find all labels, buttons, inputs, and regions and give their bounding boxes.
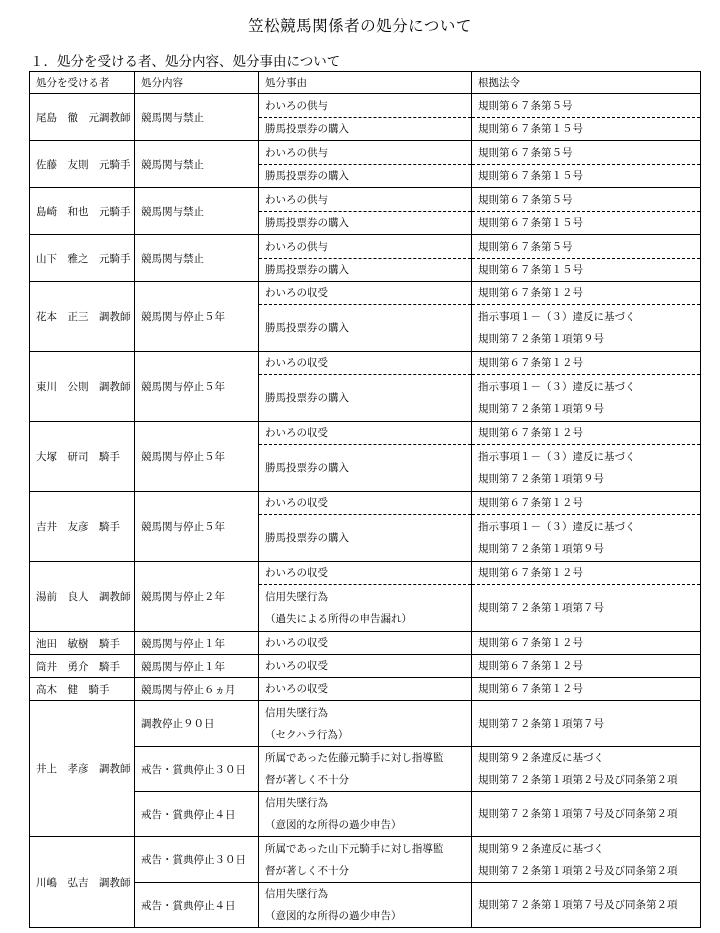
law-cell xyxy=(472,655,701,678)
reason-line: わいろの供与 xyxy=(265,193,328,206)
law-cell xyxy=(472,701,701,747)
reason-cell xyxy=(259,188,472,212)
reason-line: 所属であった佐藤元騎手に対し指導監 xyxy=(265,752,444,764)
person-cell: 大塚 研司 騎手 xyxy=(30,422,135,492)
reason-cell xyxy=(259,792,472,837)
law-cell xyxy=(472,259,701,282)
reason-line: 勝馬投票券の購入 xyxy=(265,532,349,544)
table-row xyxy=(30,141,701,165)
law-line: 規則第７２条第１項第７号及び同条第２項 xyxy=(478,808,678,820)
law-cell xyxy=(472,352,701,375)
law-line: 指示事項１－（３）違反に基づく xyxy=(478,381,636,393)
law-line: 規則第７２条第１項第７号及び同条第２項 xyxy=(478,899,678,911)
table-row xyxy=(30,422,701,445)
reason-cell xyxy=(259,282,472,305)
law-cell xyxy=(472,562,701,585)
law-line: 規則第６７条第１２号 xyxy=(478,427,583,439)
reason-line: 信用失墜行為 xyxy=(265,797,328,809)
reason-cell xyxy=(259,212,472,235)
penalty-cell: 競馬関与停止５年 xyxy=(135,422,259,492)
person-cell: 吉井 友彦 騎手 xyxy=(30,492,135,562)
reason-line: 勝馬投票券の購入 xyxy=(265,462,349,474)
penalty-cell: 競馬関与停止５年 xyxy=(135,282,259,352)
reason-cell xyxy=(259,701,472,747)
law-cell xyxy=(472,375,701,422)
reason-line: わいろの収受 xyxy=(265,497,328,509)
law-line: 規則第９２条違反に基づく xyxy=(478,842,604,855)
penalty-cell: 戒告・賞典停止３０日 xyxy=(135,747,259,792)
penalty-cell: 競馬関与禁止 xyxy=(135,94,259,141)
person-cell: 筒井 勇介 騎手 xyxy=(30,655,135,678)
reason-cell xyxy=(259,375,472,422)
reason-line: （過失による所得の申告漏れ） xyxy=(265,613,412,625)
reason-cell xyxy=(259,632,472,655)
reason-line: 勝馬投票券の購入 xyxy=(265,392,349,404)
law-cell xyxy=(472,305,701,352)
person-cell: 高木 健 騎手 xyxy=(30,678,135,701)
reason-cell xyxy=(259,515,472,562)
reason-line: （意図的な所得の過少申告） xyxy=(265,819,402,831)
law-line: 規則第６７条第１２号 xyxy=(478,637,583,649)
reason-cell xyxy=(259,655,472,678)
reason-line: わいろの収受 xyxy=(265,660,328,672)
table-row xyxy=(30,678,701,701)
reason-line: 信用失墜行為 xyxy=(265,706,328,719)
law-line: 規則第７２条第１項第９号 xyxy=(478,403,604,415)
law-cell xyxy=(472,422,701,445)
table-row xyxy=(30,188,701,212)
law-line: 規則第６７条第１５号 xyxy=(478,217,583,229)
law-cell xyxy=(472,282,701,305)
law-cell xyxy=(472,235,701,259)
reason-cell xyxy=(259,678,472,701)
law-cell xyxy=(472,188,701,212)
page-title: 笠松競馬関係者の処分について xyxy=(248,17,472,35)
penalty-cell: 戒告・賞典停止４日 xyxy=(135,883,259,928)
person-cell: 井上 孝彦 調教師 xyxy=(30,701,135,837)
table-header-row xyxy=(30,72,701,94)
law-line: 規則第６７条第１２号 xyxy=(478,567,583,579)
reason-line: わいろの収受 xyxy=(265,287,328,299)
column-header-penalty: 処分内容 xyxy=(135,72,259,94)
reason-line: （意図的な所得の過少申告） xyxy=(265,910,402,922)
penalty-cell: 戒告・賞典停止３０日 xyxy=(135,837,259,883)
reason-cell xyxy=(259,165,472,188)
law-line: 規則第６７条第１２号 xyxy=(478,497,583,509)
reason-line: わいろの収受 xyxy=(265,637,328,649)
law-line: 規則第７２条第１項第９号 xyxy=(478,333,604,345)
reason-line: 督が著しく不十分 xyxy=(265,864,349,877)
table-row xyxy=(30,837,701,883)
reason-line: 督が著しく不十分 xyxy=(265,774,349,786)
penalty-cell: 戒告・賞典停止４日 xyxy=(135,792,259,837)
penalty-cell: 競馬関与停止２年 xyxy=(135,562,259,632)
column-header-law: 根拠法令 xyxy=(472,72,701,94)
person-cell: 川嶋 弘吉 調教師 xyxy=(30,837,135,928)
law-line: 規則第６７条第１５号 xyxy=(478,123,583,135)
reason-cell xyxy=(259,445,472,492)
penalty-cell: 競馬関与禁止 xyxy=(135,188,259,235)
law-line: 規則第７２条第１項第７号 xyxy=(478,717,604,730)
reason-line: わいろの収受 xyxy=(265,427,328,439)
person-cell: 東川 公則 調教師 xyxy=(30,352,135,422)
law-line: 規則第６７条第１５号 xyxy=(478,170,583,182)
law-line: 規則第９２条違反に基づく xyxy=(478,752,604,764)
law-cell xyxy=(472,585,701,632)
penalty-cell: 競馬関与禁止 xyxy=(135,235,259,282)
law-line: 規則第６７条第１５号 xyxy=(478,264,583,276)
person-cell: 山下 雅之 元騎手 xyxy=(30,235,135,282)
person-cell: 尾島 徹 元調教師 xyxy=(30,94,135,141)
penalty-cell: 競馬関与禁止 xyxy=(135,141,259,188)
law-line: 規則第６７条第１２号 xyxy=(478,287,583,299)
law-line: 規則第６７条第５号 xyxy=(478,99,573,112)
law-line: 規則第６７条第１２号 xyxy=(478,683,583,695)
law-line: 規則第６７条第１２号 xyxy=(478,660,583,672)
penalty-cell: 調教停止９０日 xyxy=(135,701,259,747)
reason-line: 信用失墜行為 xyxy=(265,888,328,900)
reason-cell xyxy=(259,837,472,883)
law-line: 規則第７２条第１項第９号 xyxy=(478,473,604,485)
reason-cell xyxy=(259,883,472,928)
law-cell xyxy=(472,94,701,118)
table-row xyxy=(30,655,701,678)
column-header-reason: 処分事由 xyxy=(259,72,472,94)
law-line: 指示事項１－（３）違反に基づく xyxy=(478,311,636,323)
law-cell xyxy=(472,747,701,792)
law-cell xyxy=(472,212,701,235)
person-cell: 池田 敏樹 騎手 xyxy=(30,632,135,655)
reason-line: 勝馬投票券の購入 xyxy=(265,217,349,229)
person-cell: 島崎 和也 元騎手 xyxy=(30,188,135,235)
table-row xyxy=(30,562,701,585)
table-row xyxy=(30,632,701,655)
law-line: 指示事項１－（３）違反に基づく xyxy=(478,451,636,463)
reason-cell xyxy=(259,585,472,632)
penalty-cell: 競馬関与停止６ヵ月 xyxy=(135,678,259,701)
reason-cell xyxy=(259,747,472,792)
reason-line: 所属であった山下元騎手に対し指導監 xyxy=(265,842,444,855)
reason-line: わいろの収受 xyxy=(265,567,328,579)
reason-line: 信用失墜行為 xyxy=(265,591,328,603)
reason-line: 勝馬投票券の購入 xyxy=(265,123,349,135)
reason-cell xyxy=(259,305,472,352)
table-row xyxy=(30,701,701,747)
reason-line: 勝馬投票券の購入 xyxy=(265,170,349,182)
law-cell xyxy=(472,445,701,492)
law-line: 規則第６７条第５号 xyxy=(478,240,573,253)
law-line: 規則第７２条第１項第９号 xyxy=(478,543,604,555)
penalty-cell: 競馬関与停止１年 xyxy=(135,632,259,655)
law-cell xyxy=(472,141,701,165)
reason-cell xyxy=(259,259,472,282)
reason-line: （セクハラ行為） xyxy=(265,728,349,741)
law-cell xyxy=(472,492,701,515)
penalty-cell: 競馬関与停止５年 xyxy=(135,492,259,562)
law-line: 規則第６７条第５号 xyxy=(478,146,573,159)
law-line: 規則第６７条第５号 xyxy=(478,193,573,206)
penalty-cell: 競馬関与停止５年 xyxy=(135,352,259,422)
penalty-cell: 競馬関与停止１年 xyxy=(135,655,259,678)
law-line: 規則第７２条第１項第２号及び同条第２項 xyxy=(478,774,678,786)
reason-line: 勝馬投票券の購入 xyxy=(265,264,349,276)
reason-cell xyxy=(259,235,472,259)
section-heading: １．処分を受ける者、処分内容、処分事由について xyxy=(30,54,341,70)
reason-line: わいろの供与 xyxy=(265,146,328,159)
column-header-person: 処分を受ける者 xyxy=(30,72,135,94)
law-cell xyxy=(472,792,701,837)
reason-cell xyxy=(259,141,472,165)
law-cell xyxy=(472,883,701,928)
reason-line: わいろの収受 xyxy=(265,683,328,695)
table-row xyxy=(30,352,701,375)
law-line: 規則第６７条第１２号 xyxy=(478,357,583,369)
law-cell xyxy=(472,632,701,655)
person-cell: 花本 正三 調教師 xyxy=(30,282,135,352)
reason-cell xyxy=(259,562,472,585)
discipline-table xyxy=(29,71,701,928)
reason-cell xyxy=(259,94,472,118)
reason-cell xyxy=(259,422,472,445)
law-cell xyxy=(472,678,701,701)
law-cell xyxy=(472,118,701,141)
law-line: 規則第７２条第１項第２号及び同条第２項 xyxy=(478,864,678,877)
reason-line: 勝馬投票券の購入 xyxy=(265,322,349,334)
reason-cell xyxy=(259,118,472,141)
law-line: 指示事項１－（３）違反に基づく xyxy=(478,521,636,533)
person-cell: 佐藤 友則 元騎手 xyxy=(30,141,135,188)
law-line: 規則第７２条第１項第７号 xyxy=(478,602,604,614)
law-cell xyxy=(472,165,701,188)
reason-line: わいろの供与 xyxy=(265,240,328,253)
table-row xyxy=(30,94,701,118)
reason-cell xyxy=(259,352,472,375)
reason-line: わいろの収受 xyxy=(265,357,328,369)
reason-cell xyxy=(259,492,472,515)
table-row xyxy=(30,282,701,305)
table-row xyxy=(30,235,701,259)
person-cell: 湯前 良人 調教師 xyxy=(30,562,135,632)
reason-line: わいろの供与 xyxy=(265,99,328,112)
law-cell xyxy=(472,837,701,883)
table-row xyxy=(30,492,701,515)
law-cell xyxy=(472,515,701,562)
